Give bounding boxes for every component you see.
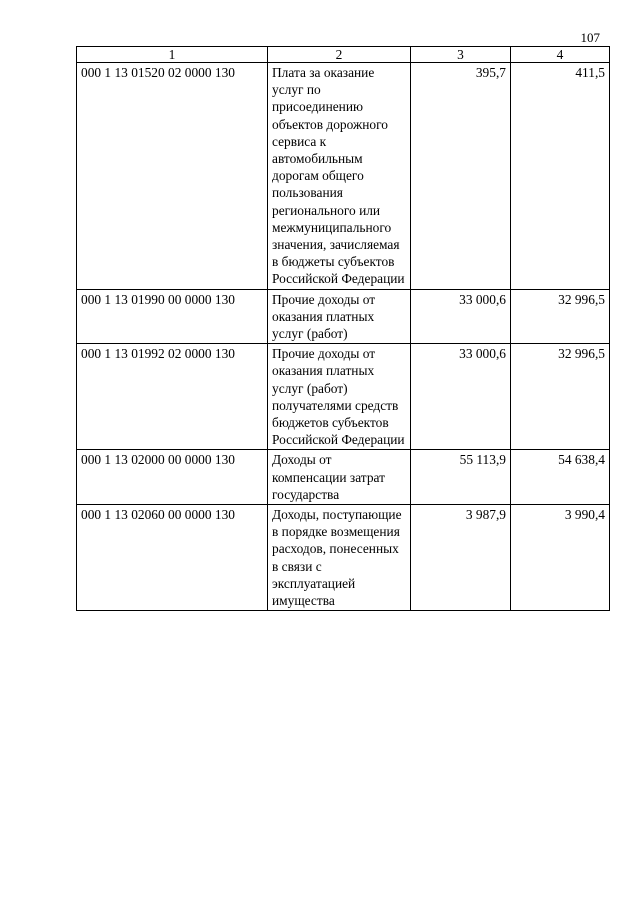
amount-col4-cell: 411,5 [511, 63, 610, 290]
amount-col4-cell: 54 638,4 [511, 450, 610, 505]
revenue-name-cell: Доходы от компенсации затрат государства [268, 450, 411, 505]
budget-code-cell: 000 1 13 01520 02 0000 130 [77, 63, 268, 290]
amount-col3-cell: 3 987,9 [411, 505, 511, 611]
column-header-4: 4 [511, 47, 610, 63]
page-number: 107 [580, 30, 600, 45]
amount-col3-cell: 395,7 [411, 63, 511, 290]
budget-code-cell: 000 1 13 02060 00 0000 130 [77, 505, 268, 611]
revenue-name-cell: Плата за оказание услуг по присоединению объектов дорожного сервиса к автомобильным дорогам общего пользования регионального или межмуниципального значения, зачисляемая в бюджеты субъектов Российской Федерации [268, 63, 411, 290]
amount-col4-cell: 32 996,5 [511, 344, 610, 450]
table-row [77, 344, 610, 450]
revenue-name-cell: Доходы, поступающие в порядке возмещения расходов, понесенных в связи с эксплуатацией имущества [268, 505, 411, 611]
amount-col4-cell: 3 990,4 [511, 505, 610, 611]
table-row [77, 505, 610, 611]
amount-col3-cell: 33 000,6 [411, 344, 511, 450]
budget-code-cell: 000 1 13 01990 00 0000 130 [77, 289, 268, 344]
budget-code-cell: 000 1 13 02000 00 0000 130 [77, 450, 268, 505]
column-header-1: 1 [77, 47, 268, 63]
amount-col3-cell: 33 000,6 [411, 289, 511, 344]
table-header-row [77, 47, 610, 63]
budget-code-cell: 000 1 13 01992 02 0000 130 [77, 344, 268, 450]
table-row [77, 450, 610, 505]
column-header-2: 2 [268, 47, 411, 63]
revenue-table [76, 46, 610, 611]
amount-col3-cell: 55 113,9 [411, 450, 511, 505]
column-header-3: 3 [411, 47, 511, 63]
revenue-name-cell: Прочие доходы от оказания платных услуг (работ) [268, 289, 411, 344]
table-row [77, 289, 610, 344]
table-row [77, 63, 610, 290]
revenue-name-cell: Прочие доходы от оказания платных услуг (работ) получателями средств бюджетов субъектов Российской Федерации [268, 344, 411, 450]
amount-col4-cell: 32 996,5 [511, 289, 610, 344]
